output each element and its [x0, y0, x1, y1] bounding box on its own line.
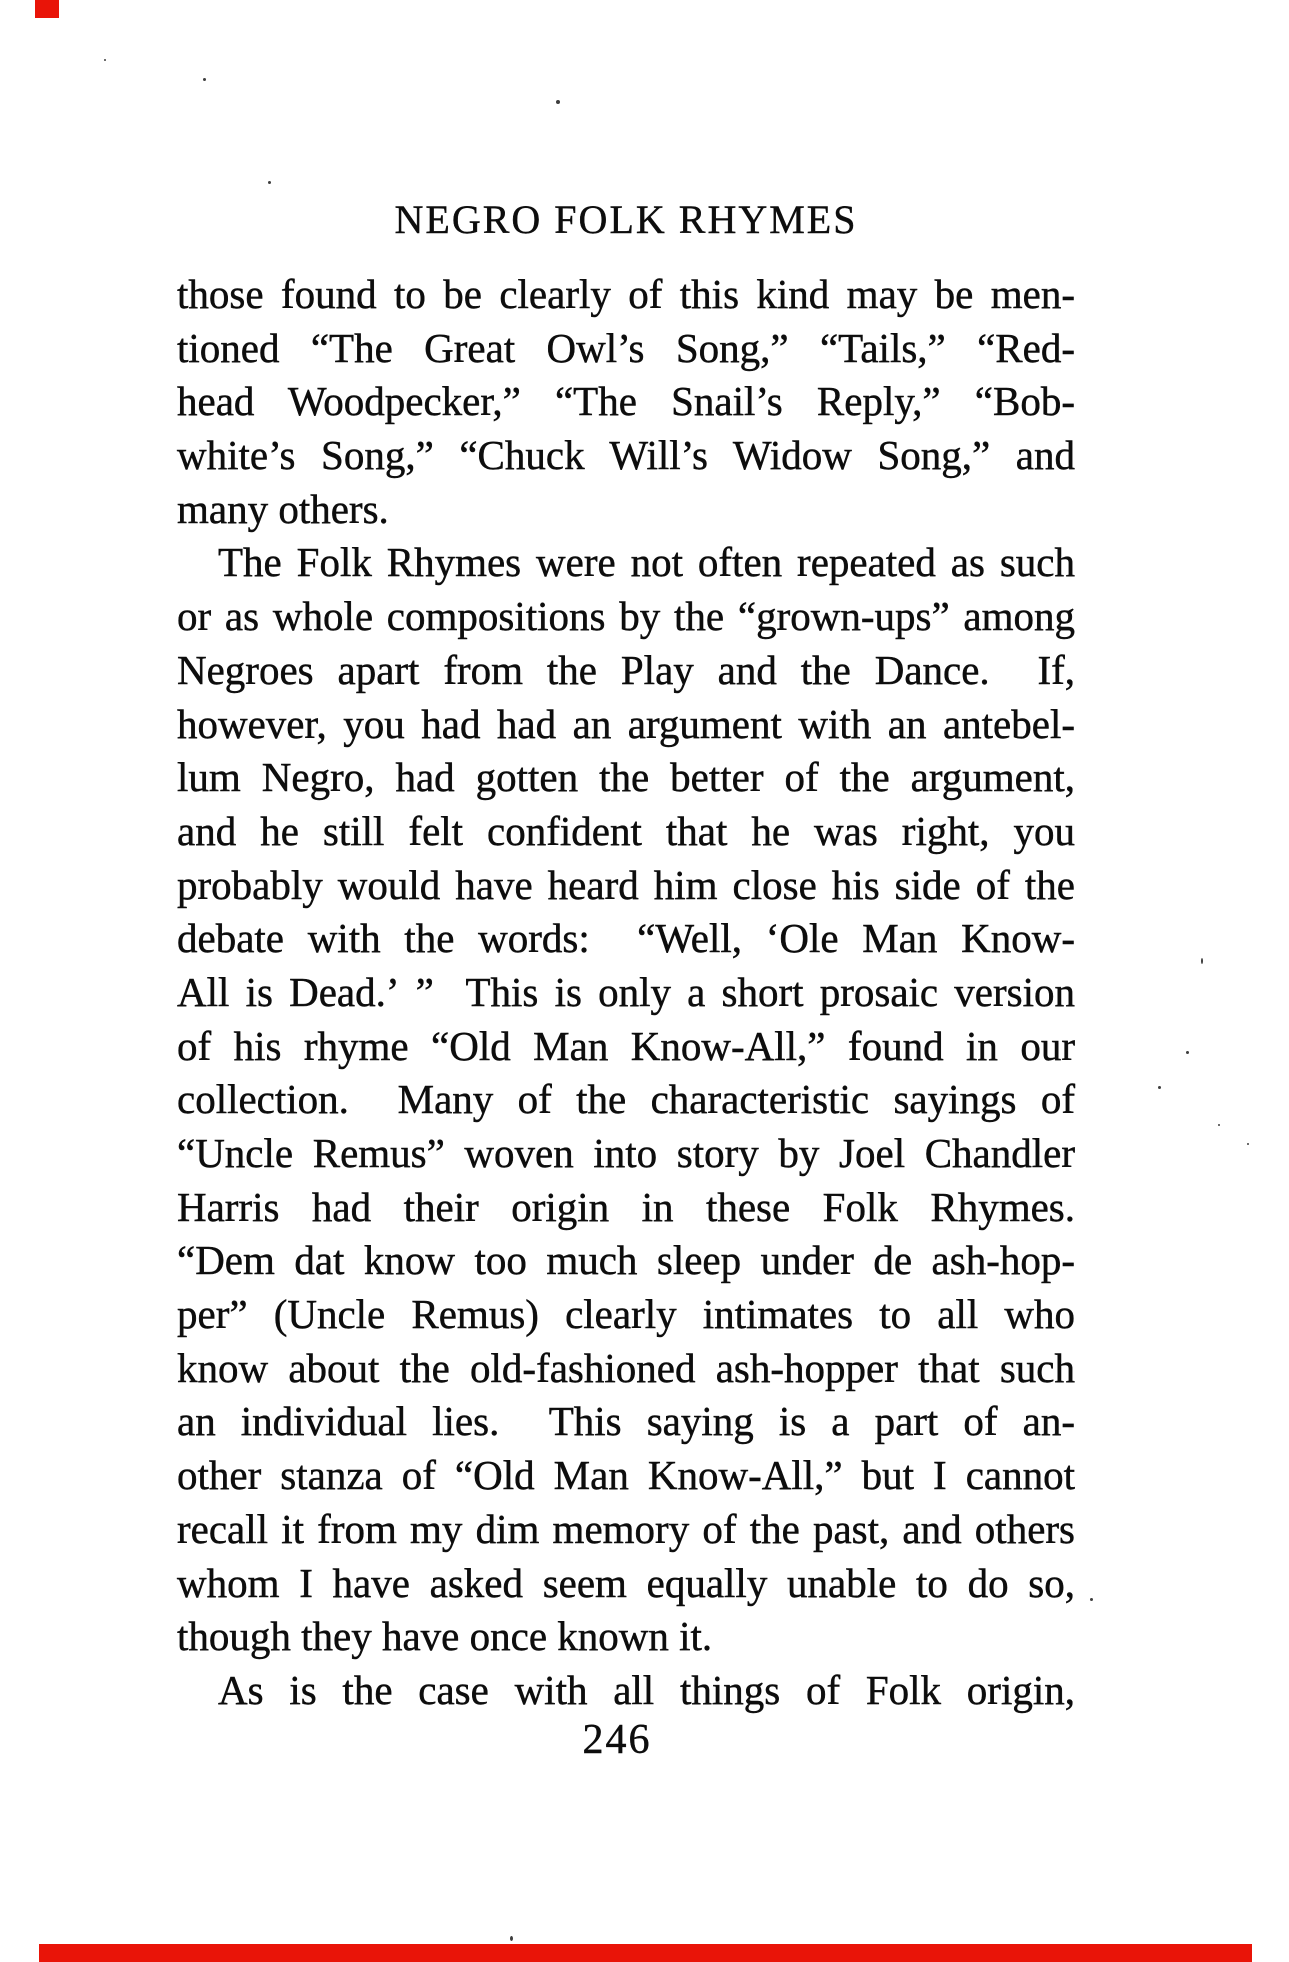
body-text [177, 268, 1075, 1718]
scan-speck [203, 78, 206, 81]
text-line: though they have once known it. [177, 1613, 713, 1660]
scan-speck [1158, 1086, 1161, 1089]
text-line: an individual lies. This saying is a part of an- [177, 1398, 1075, 1445]
scan-speck [1186, 1051, 1189, 1054]
text-line: and he still felt confident that he was right, you [177, 807, 1075, 854]
page-number: 246 [582, 1717, 652, 1763]
scan-speck [1201, 958, 1203, 964]
text-line: All is Dead.’ ” This is only a short prosaic version [177, 968, 1075, 1015]
scan-speck [1090, 1598, 1093, 1601]
scan-speck [1218, 1124, 1220, 1126]
text-line: collection. Many of the characteristic sayings of [177, 1076, 1075, 1123]
text-line: Harris had their origin in these Folk Rhymes. [177, 1183, 1075, 1230]
text-line: “Dem dat know too much sleep under de ash-hop- [177, 1237, 1075, 1284]
text-line: lum Negro, had gotten the better of the argument, [177, 754, 1075, 801]
text-line: those found to be clearly of this kind may be men- [177, 271, 1075, 317]
text-line: head Woodpecker,” “The Snail’s Reply,” “Bob- [177, 378, 1075, 425]
text-line: know about the old-fashioned ash-hopper that such [177, 1344, 1075, 1391]
scan-speck [556, 100, 560, 104]
text-line: As is the case with all things of Folk origin, [218, 1666, 1075, 1713]
scan-speck [1247, 1143, 1249, 1145]
scan-speck [510, 1936, 513, 1941]
text-line: white’s Song,” “Chuck Will’s Widow Song,” and [177, 432, 1075, 479]
text-line: Negroes apart from the Play and the Dance. If, [177, 646, 1075, 693]
text-line: tioned “The Great Owl’s Song,” “Tails,” “Red- [177, 324, 1075, 371]
running-head-title: NEGRO FOLK RHYMES [394, 197, 858, 242]
text-line: whom I have asked seem equally unable to do so, [177, 1559, 1075, 1606]
red-scan-mark-top-left [35, 0, 59, 18]
text-line: or as whole compositions by the “grown-ups” among [177, 593, 1075, 640]
text-line: The Folk Rhymes were not often repeated as such [218, 539, 1075, 586]
text-line: many others. [177, 485, 389, 532]
red-scan-mark-bottom [39, 1944, 1252, 1962]
text-line: recall it from my dim memory of the past, and others [177, 1505, 1075, 1552]
text-line: “Uncle Remus” woven into story by Joel Chandler [177, 1130, 1075, 1176]
scan-speck [104, 59, 106, 61]
text-line: probably would have heard him close his side of the [177, 861, 1075, 908]
text-line: of his rhyme “Old Man Know-All,” found in our [177, 1022, 1075, 1069]
text-line: debate with the words: “Well, ‘Ole Man Know- [177, 915, 1075, 962]
text-line: however, you had had an argument with an antebel- [177, 700, 1075, 747]
text-line: per” (Uncle Remus) clearly intimates to all who [177, 1291, 1075, 1338]
text-line: other stanza of “Old Man Know-All,” but I cannot [177, 1452, 1075, 1499]
scan-speck [268, 181, 271, 184]
